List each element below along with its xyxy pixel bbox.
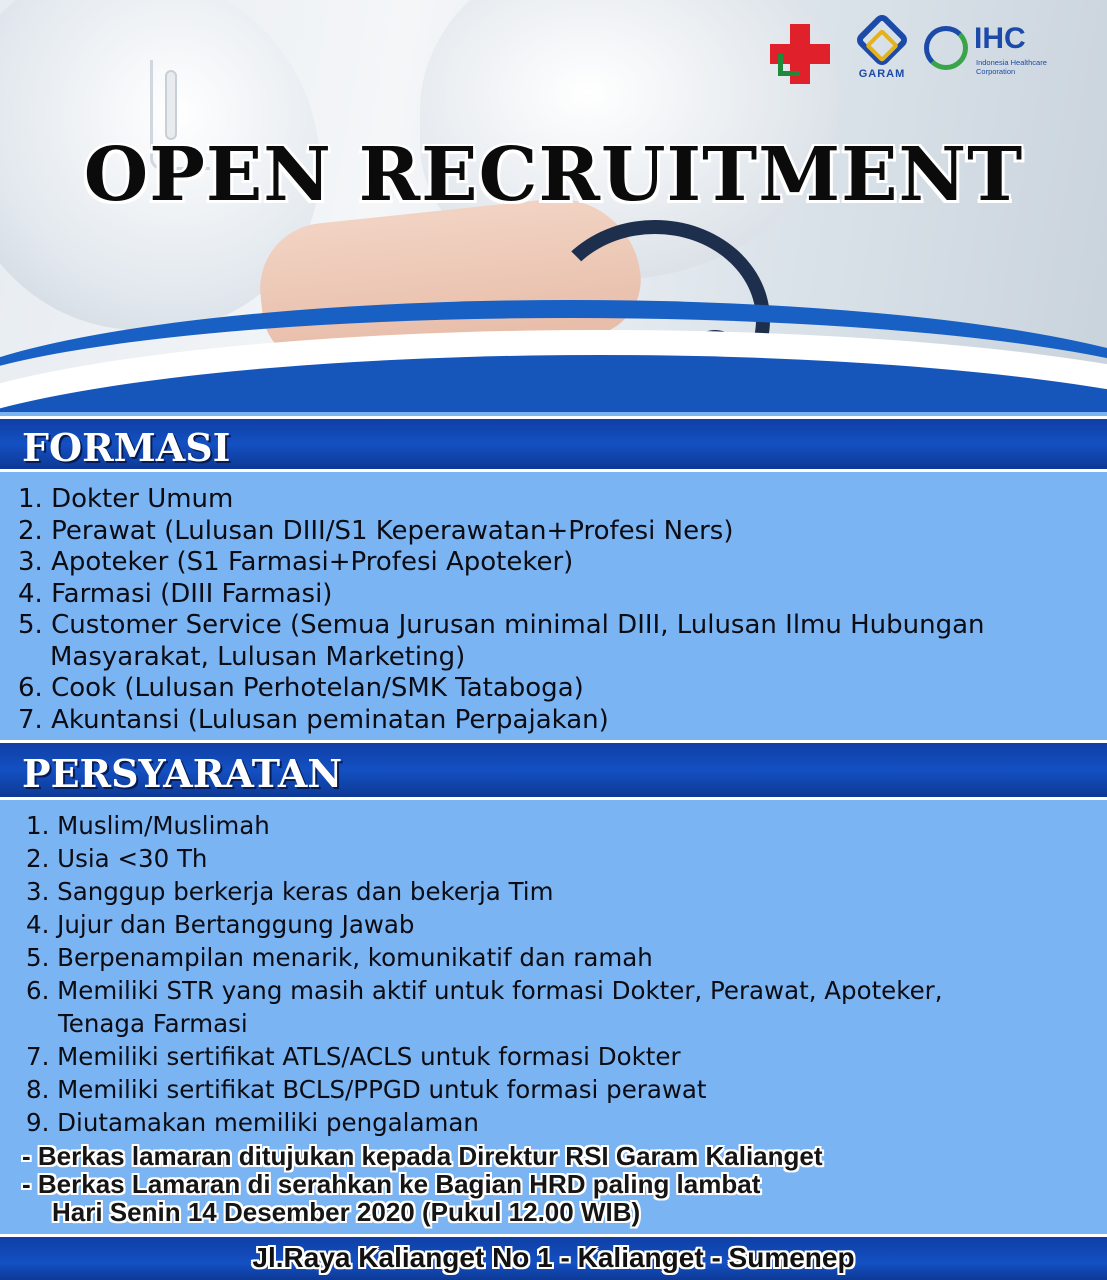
persyaratan-item: 7. Memiliki sertifikat ATLS/ACLS untuk formasi Dokter (26, 1042, 681, 1071)
garam-logo-icon (854, 12, 911, 69)
formasi-header (0, 416, 1107, 472)
garam-logo (852, 20, 912, 86)
footer-bar (0, 1234, 1107, 1280)
persyaratan-list (0, 809, 1107, 1139)
footer-address: Jl.Raya Kalianget No 1 - Kalianget - Sumenep (252, 1242, 855, 1273)
formasi-item: 6. Cook (Lulusan Perhotelan/SMK Tataboga) (18, 673, 584, 703)
submission-notes (22, 1142, 1092, 1226)
formasi-item: 2. Perawat (Lulusan DIII/S1 Keperawatan+Profesi Ners) (18, 515, 734, 546)
persyaratan-item: 2. Usia <30 Th (26, 844, 208, 873)
hero-banner (0, 0, 1107, 412)
ihc-logo-text: IHC (974, 22, 1026, 55)
formasi-item: 4. Farmasi (DIII Farmasi) (18, 578, 333, 609)
persyaratan-item-continuation: Tenaga Farmasi (58, 1009, 248, 1038)
note-line: - Berkas lamaran ditujukan kepada Direktur RSI Garam Kalianget (22, 1141, 823, 1171)
formasi-list (0, 484, 1107, 736)
ihc-logo (922, 20, 1062, 86)
formasi-item: 1. Dokter Umum (18, 484, 234, 514)
formasi-heading: FORMASI (22, 425, 231, 470)
persyaratan-item: 6. Memiliki STR yang masih aktif untuk formasi Dokter, Perawat, Apoteker, (26, 976, 943, 1005)
persyaratan-item: 3. Sanggup berkerja keras dan bekerja Tim (26, 877, 554, 906)
note-line-continuation: Hari Senin 14 Desember 2020 (Pukul 12.00 WIB) (52, 1197, 641, 1227)
formasi-item-continuation: Masyarakat, Lulusan Marketing) (50, 641, 466, 672)
persyaratan-item: 9. Diutamakan memiliki pengalaman (26, 1108, 479, 1137)
note-line: - Berkas Lamaran di serahkan ke Bagian HRD paling lambat (22, 1169, 761, 1199)
persyaratan-item: 1. Muslim/Muslimah (26, 811, 270, 840)
ihc-logo-subtext: Indonesia Healthcare Corporation (976, 58, 1047, 76)
persyaratan-item: 4. Jujur dan Bertanggung Jawab (26, 910, 415, 939)
persyaratan-header (0, 740, 1107, 800)
page-title: OPEN RECRUITMENT (83, 132, 1024, 218)
formasi-item: 7. Akuntansi (Lulusan peminatan Perpajakan) (18, 704, 609, 735)
ihc-logo-icon (924, 26, 968, 70)
persyaratan-item: 5. Berpenampilan menarik, komunikatif dan ramah (26, 943, 653, 972)
persyaratan-heading: PERSYARATAN (22, 751, 343, 796)
persyaratan-item: 8. Memiliki sertifikat BCLS/PPGD untuk formasi perawat (26, 1075, 707, 1104)
garam-logo-text: GARAM (858, 68, 906, 80)
hospital-cross-logo (770, 24, 830, 84)
formasi-item: 3. Apoteker (S1 Farmasi+Profesi Apoteker) (18, 547, 574, 577)
pen-image (165, 70, 177, 140)
formasi-item: 5. Customer Service (Semua Jurusan minimal DIII, Lulusan Ilmu Hubungan (18, 610, 985, 640)
